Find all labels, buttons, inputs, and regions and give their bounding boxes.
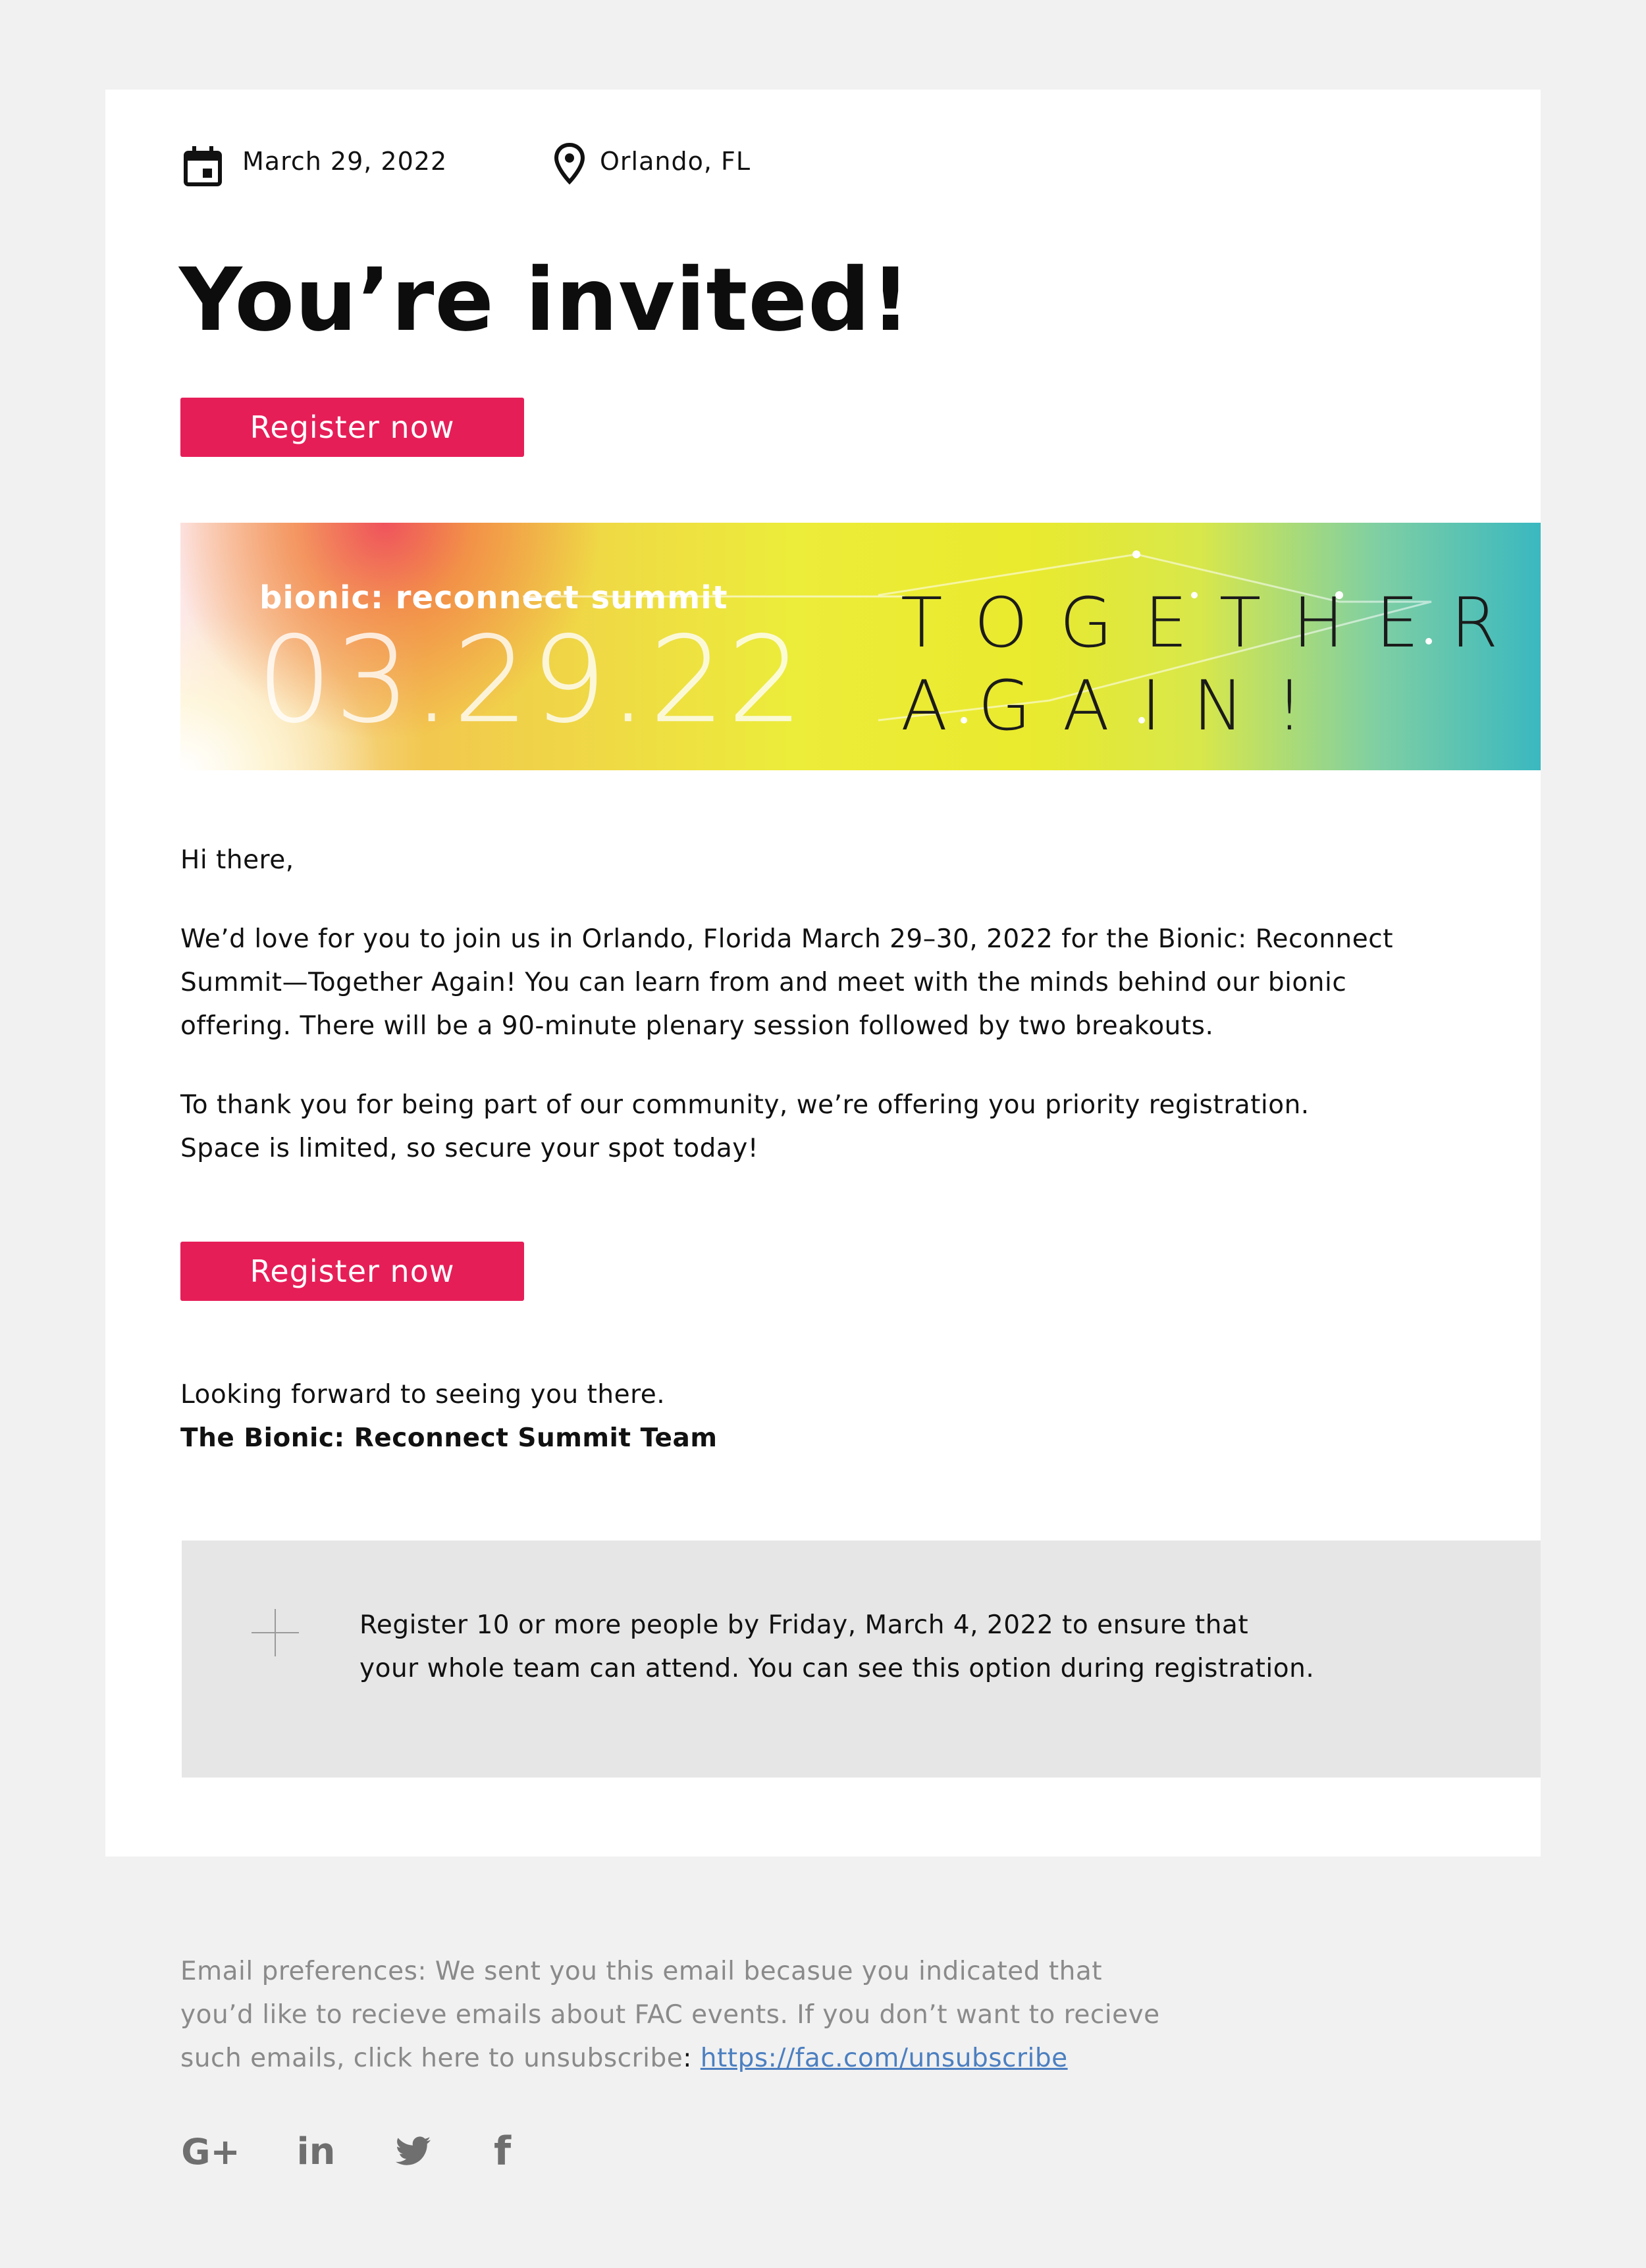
callout-line-1: Register 10 or more people by Friday, March 4, 2022 to ensure that bbox=[359, 1610, 1249, 1640]
email-preferences bbox=[180, 1950, 1160, 2080]
banner-word-together: TOGETHER bbox=[901, 583, 1530, 663]
twitter-icon[interactable] bbox=[395, 2130, 432, 2173]
closing-line: Looking forward to seeing you there. bbox=[180, 1380, 666, 1410]
banner-word-again: AGAIN! bbox=[901, 666, 1335, 746]
plus-icon bbox=[252, 1609, 299, 1659]
email-card bbox=[105, 90, 1541, 1857]
location-pin-icon bbox=[553, 142, 586, 186]
footer-colon: : bbox=[683, 2044, 701, 2073]
priority-line-1: To thank you for being part of our community, we’re offering you priority registration. bbox=[180, 1090, 1310, 1120]
signature: The Bionic: Reconnect Summit Team bbox=[180, 1423, 718, 1453]
closing-block bbox=[180, 1373, 717, 1460]
intro-line-3: offering. There will be a 90-minute plenary session followed by two breakouts. bbox=[180, 1011, 1214, 1041]
google-plus-label: G+ bbox=[181, 2130, 240, 2173]
linkedin-label: in bbox=[296, 2130, 336, 2173]
calendar-icon bbox=[183, 145, 223, 187]
group-registration-callout bbox=[182, 1541, 1541, 1778]
callout-text bbox=[359, 1604, 1314, 1691]
register-now-button-secondary[interactable]: Register now bbox=[180, 1242, 524, 1301]
priority-paragraph bbox=[180, 1084, 1310, 1171]
banner-kicker: bionic: reconnect summit bbox=[259, 579, 728, 616]
banner-date: 03.29.22 bbox=[257, 612, 806, 749]
greeting: Hi there, bbox=[180, 845, 294, 875]
facebook-icon[interactable] bbox=[487, 2130, 518, 2173]
event-date: March 29, 2022 bbox=[242, 147, 448, 176]
register-now-button[interactable]: Register now bbox=[180, 398, 524, 457]
footer-line-3 bbox=[180, 2037, 1160, 2080]
google-plus-icon[interactable] bbox=[183, 2130, 238, 2173]
facebook-label: f bbox=[493, 2128, 512, 2175]
callout-line-2: your whole team can attend. You can see this option during registration. bbox=[359, 1654, 1315, 1683]
unsubscribe-link[interactable]: https://fac.com/unsubscribe bbox=[700, 2044, 1068, 2073]
intro-line-1: We’d love for you to join us in Orlando, Florida March 29–30, 2022 for the Bionic: Reconnect bbox=[180, 924, 1393, 954]
event-location: Orlando, FL bbox=[600, 147, 751, 176]
intro-paragraph bbox=[180, 918, 1393, 1048]
priority-line-2: Space is limited, so secure your spot today! bbox=[180, 1134, 758, 1163]
event-banner bbox=[180, 523, 1541, 770]
footer-line-1: Email preferences: We sent you this email becasue you indicated that bbox=[180, 1957, 1103, 1986]
page-title: You’re invited! bbox=[179, 250, 911, 351]
footer-line-3-text: such emails, click here to unsubscribe bbox=[180, 2044, 683, 2073]
linkedin-icon[interactable] bbox=[296, 2130, 336, 2173]
footer-line-2: you’d like to recieve emails about FAC events. If you don’t want to recieve bbox=[180, 2000, 1160, 2030]
intro-line-2: Summit—Together Again! You can learn from and meet with the minds behind our bionic bbox=[180, 968, 1347, 997]
